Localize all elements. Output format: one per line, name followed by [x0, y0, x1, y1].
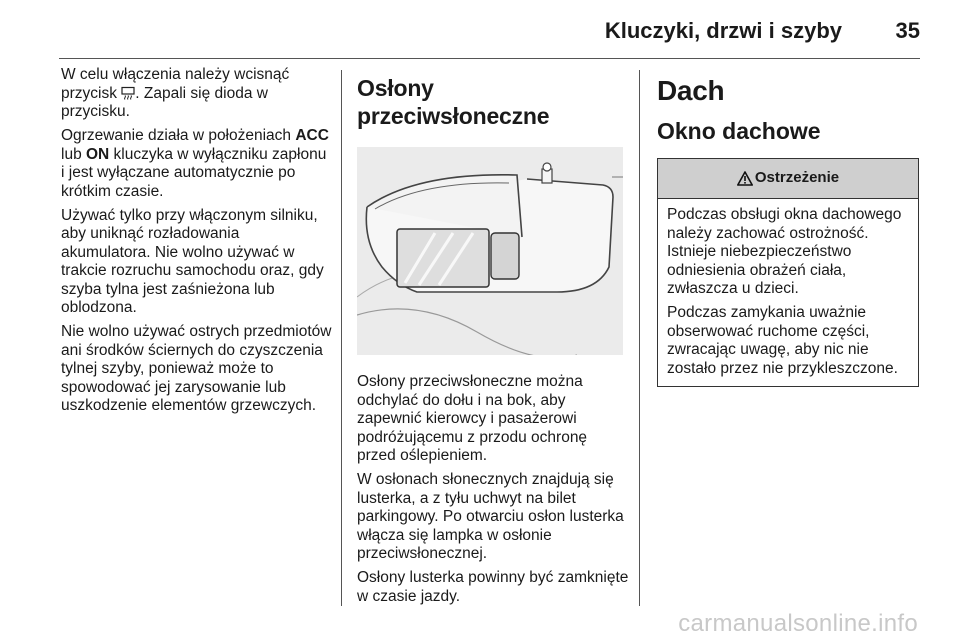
header-divider [59, 58, 920, 59]
warning-title: Ostrzeżenie [754, 169, 840, 187]
warning-header [658, 159, 918, 199]
paragraph-sun-visor-tilt: Osłony przeciwsłoneczne można odchylać do dołu i na bok, aby zapewnić kierowcy i pasażerowi podróżującemu z przodu ochronę przed oślepieniem. [357, 373, 588, 464]
paragraph-defrost-usage: Używać tylko przy włączonym silniku, aby uniknąć rozładowania akumulatora. Nie wolno używać w trakcie rozruchu samochodu oraz, gdy szyba tylna jest zaśnieżona lub oblodzona. [61, 206, 324, 316]
section-heading-sun-visors: Osłony przeciwsłoneczne [357, 75, 550, 129]
column-3 [657, 66, 919, 387]
paragraph-sun-visor-driving: Osłony lusterka powinny być zamknięte w czasie jazdy. [357, 569, 629, 605]
column-2 [357, 66, 629, 612]
watermark-text: carmanualsonline.info [678, 610, 918, 637]
paragraph-defrost-activation: W celu włączenia należy wcisnąć przycisk . Zapali się dioda w przycisku. [61, 66, 290, 120]
column-divider-1 [341, 70, 342, 606]
warning-body [658, 199, 918, 386]
rear-window-heating-icon [121, 86, 135, 100]
column-divider-2 [639, 70, 640, 606]
sun-visor-illustration [357, 147, 623, 355]
subheading-sunroof: Okno dachowe [657, 118, 821, 144]
warning-triangle-icon [737, 171, 753, 186]
chapter-title: Kluczyki, drzwi i szyby [604, 18, 842, 43]
paragraph-sun-visor-mirrors: W osłonach słonecznych znajdują się lusterka, a z tyłu uchwyt na bilet parkingowy. Po otwarciu osłon lusterka włącza się lampka w osłonie przeciwsłonecznej. [357, 471, 624, 562]
page-number: 35 [895, 18, 920, 43]
section-heading-roof: Dach [657, 75, 725, 106]
warning-paragraph-1: Podczas obsługi okna dachowego należy zachować ostrożność. Istnieje niebezpieczeństwo odniesienia obrażeń ciała, zwłaszcza u dzieci. [667, 206, 902, 297]
page-header [0, 0, 960, 62]
warning-box [657, 158, 919, 387]
paragraph-defrost-operation: Ogrzewanie działa w położeniach ACC lub ON kluczyka w wyłączniku zapłonu i jest wyłączane automatycznie po krótkim czasie. [61, 127, 329, 200]
paragraph-defrost-cleaning: Nie wolno używać ostrych przedmiotów ani środków ściernych do czyszczenia tylnej szyby, ponieważ może to spowodować jej zarysowanie lub uszkodzenie elementów grzewczych. [61, 323, 332, 414]
column-1 [61, 66, 333, 421]
warning-paragraph-2: Podczas zamykania uważnie obserwować ruchome części, zwracając uwagę, aby nic nie zostało przez nie przykleszczone. [667, 304, 898, 377]
